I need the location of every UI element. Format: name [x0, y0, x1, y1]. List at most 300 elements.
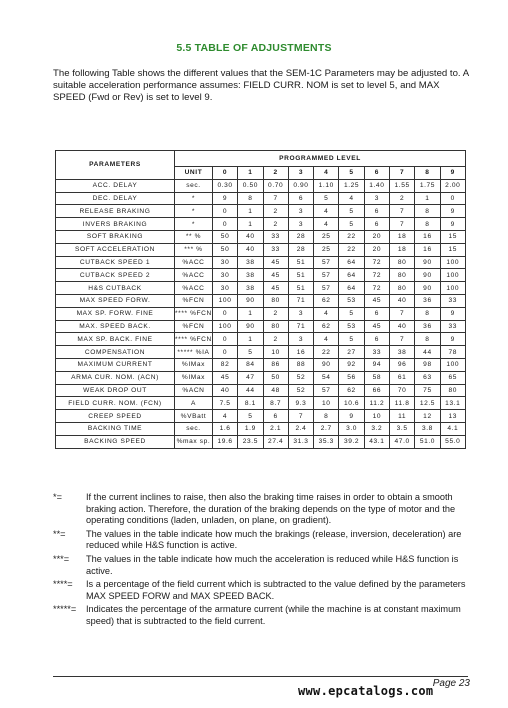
parameter-unit: *: [175, 205, 213, 218]
level-value: 4: [339, 192, 364, 205]
level-value: 51: [288, 269, 313, 282]
parameter-unit: *** %: [175, 243, 213, 256]
level-value: 2.00: [440, 179, 465, 192]
level-value: 7: [263, 192, 288, 205]
table-row: [56, 282, 466, 295]
level-value: 23.5: [238, 435, 263, 448]
level-header: 8: [415, 167, 440, 180]
level-value: 3: [364, 192, 389, 205]
parameter-name: SOFT BRAKING: [56, 230, 175, 243]
table-row: [56, 384, 466, 397]
level-value: 7: [390, 205, 415, 218]
table-row: [56, 269, 466, 282]
level-value: 6: [288, 192, 313, 205]
table-row: [56, 230, 466, 243]
level-value: 4: [212, 410, 237, 423]
level-value: 1: [238, 205, 263, 218]
level-value: 1.10: [314, 179, 339, 192]
level-value: 8.7: [263, 397, 288, 410]
level-value: 38: [238, 256, 263, 269]
table-row: [56, 346, 466, 359]
level-value: 2: [390, 192, 415, 205]
level-value: 1.40: [364, 179, 389, 192]
level-value: 35.3: [314, 435, 339, 448]
level-value: 45: [212, 371, 237, 384]
parameter-name: CUTBACK SPEED 2: [56, 269, 175, 282]
table-row: [56, 205, 466, 218]
level-value: 0.70: [263, 179, 288, 192]
level-value: 86: [263, 358, 288, 371]
table-row: [56, 192, 466, 205]
level-value: 96: [390, 358, 415, 371]
level-value: 44: [238, 384, 263, 397]
level-value: 72: [364, 282, 389, 295]
level-value: 57: [314, 282, 339, 295]
parameter-unit: *: [175, 192, 213, 205]
level-value: 0: [212, 333, 237, 346]
level-value: 11.8: [390, 397, 415, 410]
level-value: 0: [212, 307, 237, 320]
table-row: [56, 320, 466, 333]
level-value: 15: [440, 243, 465, 256]
level-value: 40: [390, 320, 415, 333]
level-value: 1: [238, 218, 263, 231]
parameter-name: BACKING TIME: [56, 422, 175, 435]
level-value: 54: [314, 371, 339, 384]
level-value: 64: [339, 269, 364, 282]
footnote-text: Is a percentage of the field current which is subtracted to the value defined by the parameters MAX SPEED FORW and MAX SPEED BACK.: [86, 579, 466, 601]
level-value: 6: [263, 410, 288, 423]
level-value: 0: [212, 205, 237, 218]
level-value: 2.4: [288, 422, 313, 435]
level-value: 52: [288, 371, 313, 384]
level-value: 1.75: [415, 179, 440, 192]
level-value: 36: [415, 320, 440, 333]
level-header: 6: [364, 167, 389, 180]
table-row: [56, 256, 466, 269]
level-value: 80: [390, 282, 415, 295]
level-value: 39.2: [339, 435, 364, 448]
level-value: 5: [238, 410, 263, 423]
level-value: 51: [288, 282, 313, 295]
level-value: 9: [440, 333, 465, 346]
level-value: 80: [440, 384, 465, 397]
level-value: 62: [339, 384, 364, 397]
footnote-mark: *****=: [53, 604, 77, 615]
footnote-mark: **=: [53, 528, 66, 539]
level-value: 47.0: [390, 435, 415, 448]
level-value: 6: [364, 205, 389, 218]
level-value: 57: [314, 384, 339, 397]
table-row: [56, 371, 466, 384]
level-value: 1.25: [339, 179, 364, 192]
level-value: 10: [364, 410, 389, 423]
level-value: 8: [314, 410, 339, 423]
parameter-unit: **** %FCN: [175, 333, 213, 346]
level-value: 5: [314, 192, 339, 205]
level-header: 9: [440, 167, 465, 180]
level-value: 0.90: [288, 179, 313, 192]
level-value: 63: [415, 371, 440, 384]
parameter-unit: A: [175, 397, 213, 410]
parameter-name: COMPENSATION: [56, 346, 175, 359]
level-value: 38: [390, 346, 415, 359]
parameter-unit: %VBatt: [175, 410, 213, 423]
footnote: [53, 604, 473, 627]
level-value: 4.1: [440, 422, 465, 435]
level-value: 61: [390, 371, 415, 384]
level-value: 10: [314, 397, 339, 410]
level-value: 48: [263, 384, 288, 397]
parameter-name: RELEASE BRAKING: [56, 205, 175, 218]
level-value: 82: [212, 358, 237, 371]
footnote-mark: *=: [53, 492, 62, 502]
level-value: 45: [263, 282, 288, 295]
parameter-name: CUTBACK SPEED 1: [56, 256, 175, 269]
level-value: 50: [263, 371, 288, 384]
level-value: 2: [263, 307, 288, 320]
level-value: 3: [288, 218, 313, 231]
section-heading: 5.5 TABLE OF ADJUSTMENTS: [176, 42, 332, 54]
table-row: [56, 358, 466, 371]
level-value: 30: [212, 256, 237, 269]
level-header: 1: [238, 167, 263, 180]
level-value: 2: [263, 218, 288, 231]
table-row: [56, 333, 466, 346]
level-value: 9: [440, 307, 465, 320]
level-value: 80: [263, 320, 288, 333]
parameter-unit: %ACN: [175, 384, 213, 397]
level-value: 84: [238, 358, 263, 371]
level-value: 8: [238, 192, 263, 205]
level-value: 90: [314, 358, 339, 371]
level-value: 11.2: [364, 397, 389, 410]
level-value: 45: [364, 320, 389, 333]
level-header: 2: [263, 167, 288, 180]
page-number: Page 23: [432, 678, 470, 689]
level-value: 53: [339, 294, 364, 307]
intro-paragraph: The following Table shows the different values that the SEM-1C Parameters may be adjusted to. A suitable acceleration performance assumes: FIELD CURR. NOM is set to level 5, and MAX SPEED (Fwd or Rev) is set to level 9.: [53, 68, 469, 103]
parameter-unit: ** %: [175, 230, 213, 243]
level-value: 8: [415, 333, 440, 346]
level-value: 80: [263, 294, 288, 307]
level-value: 5: [339, 333, 364, 346]
level-value: 5: [339, 307, 364, 320]
level-value: 64: [339, 282, 364, 295]
level-value: 28: [288, 230, 313, 243]
level-value: 1.9: [238, 422, 263, 435]
level-value: 22: [339, 230, 364, 243]
level-value: 1: [238, 307, 263, 320]
level-value: 65: [440, 371, 465, 384]
level-value: 7: [390, 333, 415, 346]
footer-rule: [53, 676, 468, 677]
level-value: 40: [390, 294, 415, 307]
programmed-level-header: PROGRAMMED LEVEL: [175, 151, 466, 167]
level-value: 5: [339, 218, 364, 231]
parameter-unit: %IMax: [175, 371, 213, 384]
footnote-text: The values in the table indicate how much the brakings (release, inversion, deceleration) are reduced while H&S function is active.: [86, 528, 462, 551]
level-value: 1.55: [390, 179, 415, 192]
parameter-name: ARMA CUR. NOM. (ACN): [56, 371, 175, 384]
level-value: 4: [314, 218, 339, 231]
parameter-unit: sec.: [175, 179, 213, 192]
table-row: [56, 410, 466, 423]
level-value: 72: [364, 269, 389, 282]
level-value: 51: [288, 256, 313, 269]
level-value: 98: [415, 358, 440, 371]
level-value: 100: [440, 269, 465, 282]
footnote: [53, 529, 473, 552]
level-value: 25: [314, 230, 339, 243]
level-value: 27.4: [263, 435, 288, 448]
level-value: 13.1: [440, 397, 465, 410]
level-value: 18: [390, 243, 415, 256]
level-value: 1: [415, 192, 440, 205]
footnote-text: If the current inclines to raise, then also the braking time raises in order to obtain a smooth braking action. Therefore, the duration of the braking depends on the type of motor and the operating conditions (laden, unladen, on plane, on gradient).: [86, 492, 456, 526]
footnote-text: Indicates the percentage of the armature current (while the machine is at constant maximum speed) that is subtracted to the field current.: [86, 604, 461, 626]
level-value: 10: [263, 346, 288, 359]
level-value: 90: [238, 294, 263, 307]
footnotes: [53, 492, 473, 630]
level-value: 9: [440, 205, 465, 218]
level-value: 43.1: [364, 435, 389, 448]
level-value: 80: [390, 256, 415, 269]
table-row: [56, 243, 466, 256]
level-value: 64: [339, 256, 364, 269]
level-value: 8: [415, 307, 440, 320]
parameter-name: ACC. DELAY: [56, 179, 175, 192]
level-value: 50: [212, 243, 237, 256]
level-value: 9: [339, 410, 364, 423]
level-value: 2.7: [314, 422, 339, 435]
level-value: 62: [314, 320, 339, 333]
level-header: 0: [212, 167, 237, 180]
parameter-name: MAXIMUM CURRENT: [56, 358, 175, 371]
level-value: 2.1: [263, 422, 288, 435]
parameter-unit: *: [175, 218, 213, 231]
level-value: 52: [288, 384, 313, 397]
footnote-mark: ****=: [53, 579, 73, 590]
footnote-mark: ***=: [53, 553, 70, 564]
level-value: 7: [288, 410, 313, 423]
level-value: 72: [364, 256, 389, 269]
level-value: 8: [415, 205, 440, 218]
parameter-name: MAX SP. BACK. FINE: [56, 333, 175, 346]
level-value: 4: [314, 307, 339, 320]
level-value: 47: [238, 371, 263, 384]
level-value: 92: [339, 358, 364, 371]
level-value: 12: [415, 410, 440, 423]
level-value: 0: [212, 346, 237, 359]
parameters-header: PARAMETERS: [56, 151, 175, 180]
level-value: 30: [212, 269, 237, 282]
level-value: 8.1: [238, 397, 263, 410]
level-value: 90: [415, 269, 440, 282]
level-value: 3: [288, 307, 313, 320]
level-value: 2: [263, 205, 288, 218]
level-value: 0.50: [238, 179, 263, 192]
level-value: 53: [339, 320, 364, 333]
level-value: 3: [288, 205, 313, 218]
level-value: 94: [364, 358, 389, 371]
level-value: 44: [415, 346, 440, 359]
level-value: 12.5: [415, 397, 440, 410]
parameter-unit: ***** %IA: [175, 346, 213, 359]
footnote-text: The values in the table indicate how much the acceleration is reduced while H&S function is active.: [86, 553, 459, 576]
level-value: 16: [415, 230, 440, 243]
level-value: 6: [364, 218, 389, 231]
parameter-name: MAX SP. FORW. FINE: [56, 307, 175, 320]
level-value: 90: [415, 282, 440, 295]
level-value: 27: [339, 346, 364, 359]
footnote: [53, 492, 473, 527]
level-value: 71: [288, 320, 313, 333]
level-value: 33: [440, 320, 465, 333]
level-value: 9: [212, 192, 237, 205]
level-value: 3.2: [364, 422, 389, 435]
level-value: 7: [390, 307, 415, 320]
parameter-unit: %FCN: [175, 294, 213, 307]
level-value: 100: [440, 256, 465, 269]
unit-header: UNIT: [175, 167, 213, 180]
level-value: 15: [440, 230, 465, 243]
footnote: [53, 579, 473, 602]
level-value: 33: [440, 294, 465, 307]
level-value: 36: [415, 294, 440, 307]
level-value: 100: [212, 294, 237, 307]
parameter-unit: %IMax: [175, 358, 213, 371]
level-value: 5: [238, 346, 263, 359]
parameter-name: FIELD CURR. NOM. (FCN): [56, 397, 175, 410]
level-value: 4: [314, 333, 339, 346]
level-value: 45: [364, 294, 389, 307]
level-value: 75: [415, 384, 440, 397]
level-value: 56: [339, 371, 364, 384]
parameter-unit: %ACC: [175, 282, 213, 295]
level-value: 40: [212, 384, 237, 397]
level-value: 22: [339, 243, 364, 256]
level-value: 33: [263, 243, 288, 256]
level-value: 33: [263, 230, 288, 243]
level-value: 40: [238, 243, 263, 256]
level-header: 3: [288, 167, 313, 180]
parameter-unit: %FCN: [175, 320, 213, 333]
level-value: 88: [288, 358, 313, 371]
level-value: 9: [440, 218, 465, 231]
level-value: 16: [288, 346, 313, 359]
level-value: 31.3: [288, 435, 313, 448]
level-value: 3: [288, 333, 313, 346]
level-value: 90: [415, 256, 440, 269]
level-value: 100: [440, 358, 465, 371]
level-value: 38: [238, 269, 263, 282]
table-row: [56, 397, 466, 410]
level-value: 62: [314, 294, 339, 307]
adjustments-table: [55, 150, 466, 449]
level-value: 13: [440, 410, 465, 423]
parameter-unit: sec.: [175, 422, 213, 435]
level-value: 51.0: [415, 435, 440, 448]
level-value: 0: [212, 218, 237, 231]
parameter-name: H&S CUTBACK: [56, 282, 175, 295]
level-value: 45: [263, 269, 288, 282]
level-value: 5: [339, 205, 364, 218]
footnote: [53, 554, 473, 577]
level-value: 57: [314, 269, 339, 282]
level-value: 66: [364, 384, 389, 397]
level-value: 80: [390, 269, 415, 282]
level-value: 40: [238, 230, 263, 243]
level-value: 19.6: [212, 435, 237, 448]
level-value: 57: [314, 256, 339, 269]
level-header: 7: [390, 167, 415, 180]
level-value: 2: [263, 333, 288, 346]
parameter-name: INVERS BRAKING: [56, 218, 175, 231]
level-value: 38: [238, 282, 263, 295]
level-value: 18: [390, 230, 415, 243]
parameter-unit: **** %FCN: [175, 307, 213, 320]
level-value: 7.5: [212, 397, 237, 410]
level-value: 71: [288, 294, 313, 307]
parameter-unit: %max sp.: [175, 435, 213, 448]
level-value: 0.30: [212, 179, 237, 192]
level-value: 6: [364, 333, 389, 346]
level-value: 1: [238, 333, 263, 346]
level-value: 45: [263, 256, 288, 269]
level-value: 25: [314, 243, 339, 256]
level-value: 70: [390, 384, 415, 397]
level-value: 16: [415, 243, 440, 256]
level-value: 33: [364, 346, 389, 359]
level-value: 0: [440, 192, 465, 205]
level-value: 9.3: [288, 397, 313, 410]
level-value: 100: [440, 282, 465, 295]
level-value: 58: [364, 371, 389, 384]
level-value: 22: [314, 346, 339, 359]
level-value: 20: [364, 230, 389, 243]
level-value: 28: [288, 243, 313, 256]
table-row: [56, 435, 466, 448]
level-value: 10.6: [339, 397, 364, 410]
parameter-name: DEC. DELAY: [56, 192, 175, 205]
level-header: 5: [339, 167, 364, 180]
table-row: [56, 307, 466, 320]
level-value: 55.0: [440, 435, 465, 448]
table-row: [56, 218, 466, 231]
level-header: 4: [314, 167, 339, 180]
level-value: 100: [212, 320, 237, 333]
level-value: 3.8: [415, 422, 440, 435]
level-value: 3.5: [390, 422, 415, 435]
level-value: 50: [212, 230, 237, 243]
level-value: 3.0: [339, 422, 364, 435]
parameter-name: MAX. SPEED BACK.: [56, 320, 175, 333]
parameter-name: MAX SPEED FORW.: [56, 294, 175, 307]
level-value: 6: [364, 307, 389, 320]
watermark: www.epcatalogs.com: [298, 684, 434, 698]
level-value: 30: [212, 282, 237, 295]
parameter-name: BACKING SPEED: [56, 435, 175, 448]
level-value: 7: [390, 218, 415, 231]
parameter-name: SOFT ACCELERATION: [56, 243, 175, 256]
table-row: [56, 294, 466, 307]
parameter-unit: %ACC: [175, 256, 213, 269]
level-value: 4: [314, 205, 339, 218]
level-value: 20: [364, 243, 389, 256]
parameter-unit: %ACC: [175, 269, 213, 282]
level-value: 78: [440, 346, 465, 359]
